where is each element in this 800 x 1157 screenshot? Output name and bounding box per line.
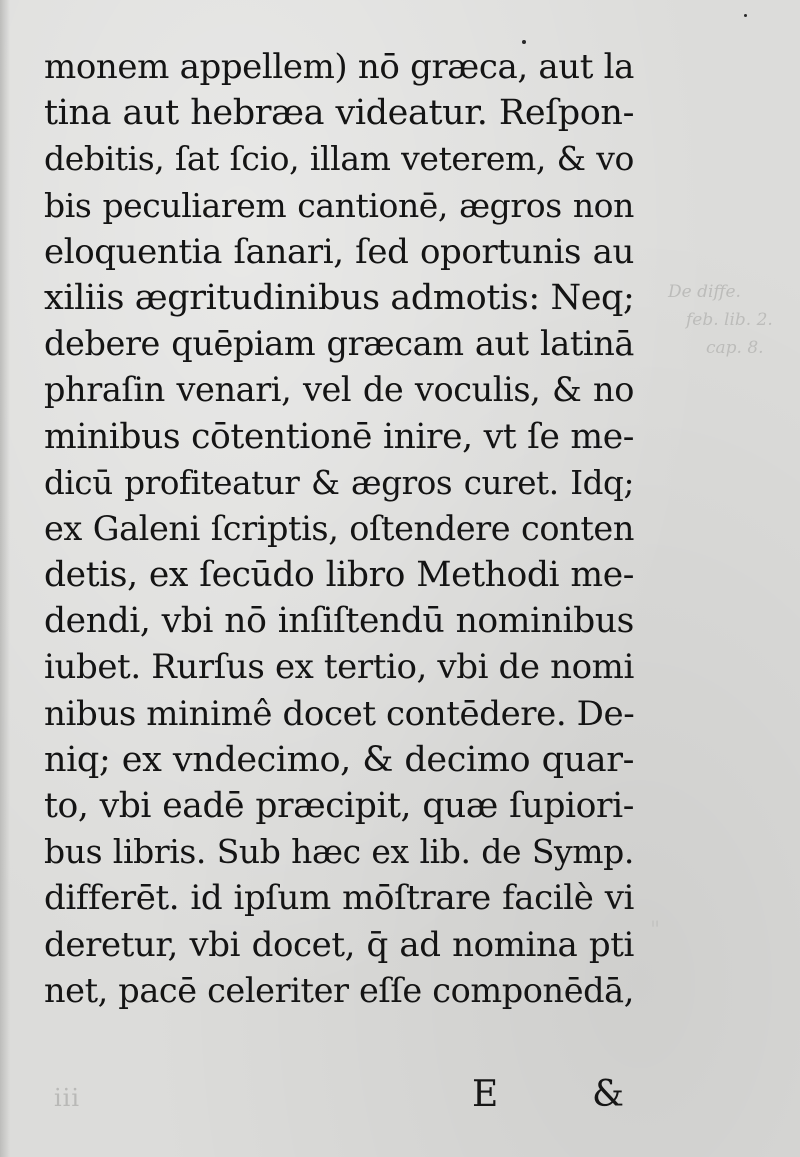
text-line: monem appellem) nō græca, aut la bbox=[44, 47, 634, 87]
text-line: eloquentia ſanari, ſed oportunis au bbox=[44, 231, 634, 272]
text-line: deretur, vbi docet, q̄ ad nomina pti bbox=[44, 924, 634, 965]
text-line: debitis, ſat ſcio, illam veterem, & vo bbox=[44, 139, 634, 179]
margin-note-line: De diffe. bbox=[668, 282, 741, 302]
text-line: bis peculiarem cantionē, ægros non bbox=[44, 185, 634, 225]
text-line: differēt. id ipſum mōſtrare facilè vi bbox=[44, 878, 634, 919]
text-line: debere quēpiam græcam aut latinā bbox=[44, 324, 634, 364]
text-line: niq; ex vndecimo, & decimo quar- bbox=[44, 739, 634, 780]
body-text bbox=[44, 44, 634, 1014]
text-line: phraſin venari, vel de voculis, & no bbox=[44, 370, 634, 410]
catchword: & bbox=[592, 1074, 625, 1115]
ink-speck bbox=[744, 14, 747, 17]
text-line: minibus cōtentionē inire, vt ſe me- bbox=[44, 416, 634, 457]
margin-note-line: cap. 8. bbox=[706, 338, 764, 358]
ink-speck bbox=[522, 40, 526, 44]
text-line: dicū profiteatur & ægros curet. Idq; bbox=[44, 463, 634, 502]
text-line: nibus minimê docet contēdere. De- bbox=[44, 693, 635, 734]
text-line: detis, ex ſecūdo libro Methodi me- bbox=[44, 555, 634, 596]
margin-note bbox=[668, 278, 786, 362]
text-line: iubet. Rurſus ex tertio, vbi de nomi bbox=[44, 647, 634, 688]
show-through-mark: iii bbox=[54, 1084, 81, 1112]
text-line: ex Galeni ſcriptis, oſtendere conten bbox=[44, 508, 634, 548]
text-line: xiliis ægritudinibus admotis: Neq; bbox=[44, 277, 635, 318]
page-footer bbox=[44, 1074, 644, 1122]
text-line: bus libris. Sub hæc ex lib. de Symp. bbox=[44, 832, 634, 872]
signature-mark: E bbox=[472, 1074, 499, 1115]
text-line: to, vbi eadē præcipit, quæ ſupiori- bbox=[44, 786, 634, 826]
margin-note-line: feb. lib. 2. bbox=[686, 310, 773, 330]
text-line: net, pacē celeriter eſſe componēdā, bbox=[44, 970, 634, 1010]
text-line: tina aut hebræa videatur. Reſpon- bbox=[44, 93, 634, 134]
text-line: dendi, vbi nō inſiſtendū nominibus bbox=[44, 601, 634, 642]
show-through-mark: " bbox=[650, 918, 661, 943]
